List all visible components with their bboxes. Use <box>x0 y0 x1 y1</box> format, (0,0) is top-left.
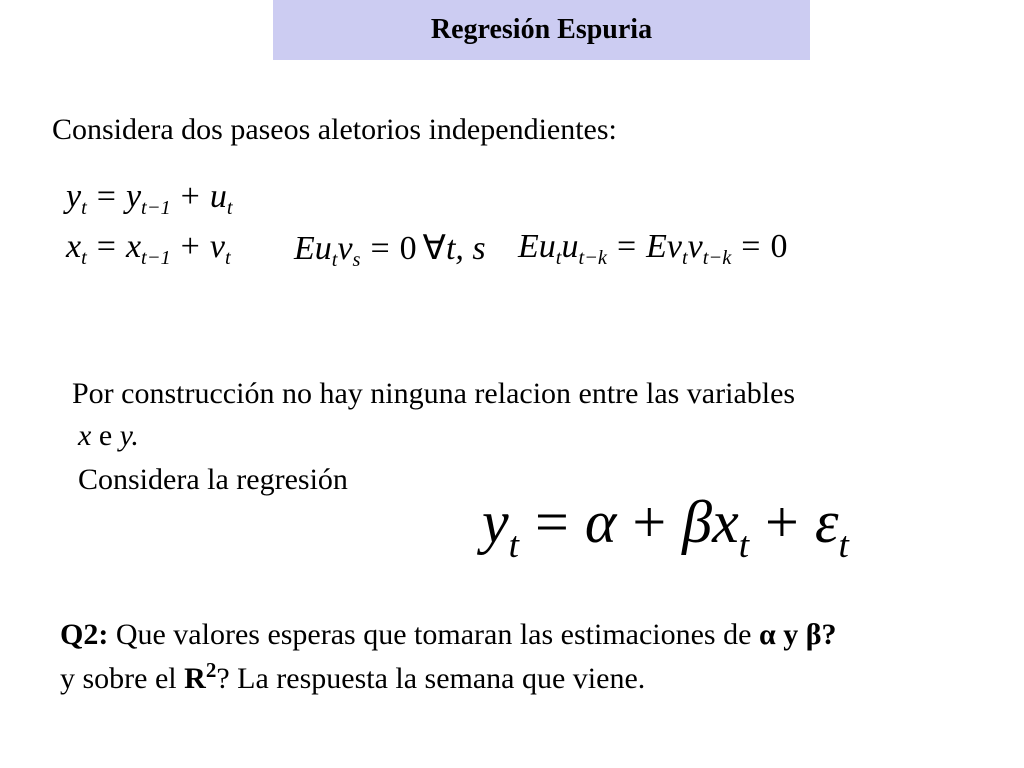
reg-plus-2: + <box>765 489 799 555</box>
construction-text-line2 <box>78 419 139 454</box>
eq-x-equals: = <box>96 228 116 265</box>
cond2-v1: v <box>666 228 682 265</box>
eq-x-rhs2-sub: t <box>224 247 231 270</box>
eq-x-rhs1: x <box>125 228 142 265</box>
reg-x-sub: t <box>738 524 750 566</box>
q2-alpha-symbol: α <box>758 618 776 651</box>
equation-y-random-walk <box>66 178 233 220</box>
reg-plus-1: + <box>632 489 667 555</box>
cond2-zero: 0 <box>770 228 788 265</box>
construction-text-line1: Por construcción no hay ninguna relacion entre las variables <box>72 377 796 410</box>
eq-y-equals: = <box>96 178 116 215</box>
equation-x-random-walk <box>66 228 231 270</box>
cond1-v: v <box>337 230 353 267</box>
cond2-u2: u <box>561 228 579 265</box>
reg-equals: = <box>534 489 569 555</box>
reg-beta: β <box>682 489 713 555</box>
intro-text: Considera dos paseos aletorios independientes: <box>52 113 617 146</box>
cond1-zero: 0 <box>399 230 417 267</box>
eq-x-lhs-sub: t <box>81 247 87 270</box>
cond1-equals: = <box>370 230 390 267</box>
q2-line2-post: ? La respuesta la semana que viene. <box>216 662 646 695</box>
eq-x-rhs2: v <box>209 228 225 265</box>
eq-y-rhs2-sub: t <box>226 197 233 220</box>
cond2-u1-sub: t <box>555 247 562 270</box>
cond1-u-sub: t <box>331 249 338 272</box>
construction-var-x: x <box>78 419 92 452</box>
cond1-E: E <box>294 230 315 267</box>
cond1-vars: t, s <box>445 230 486 267</box>
eq-y-lhs-sub: t <box>81 197 87 220</box>
reg-epsilon: ε <box>814 489 839 555</box>
construction-conj: e <box>91 419 120 452</box>
q2-r-exponent: 2 <box>205 658 217 682</box>
eq-y-lhs: y <box>66 178 82 215</box>
eq-x-rhs1-sub: t−1 <box>141 247 171 270</box>
q2-r-squared <box>184 658 217 695</box>
q2-line2-pre: y sobre el <box>60 662 185 695</box>
regression-equation <box>482 488 849 566</box>
slide-title-banner <box>273 0 810 60</box>
regression-label: Considera la regresión <box>78 463 348 496</box>
cond2-equals-1: = <box>616 228 637 265</box>
q2-text: Que valores esperas que tomaran las estimaciones de <box>108 618 759 651</box>
reg-y-sub: t <box>508 524 519 566</box>
eq-y-plus: + <box>180 178 200 215</box>
eq-y-rhs1: y <box>125 178 142 215</box>
cond2-u2-sub: t−k <box>578 247 607 270</box>
condition-independence <box>294 228 486 272</box>
question-q2-line1 <box>60 618 837 653</box>
cond2-v2: v <box>687 228 703 265</box>
cond2-E2: E <box>646 228 667 265</box>
eq-x-plus: + <box>180 228 200 265</box>
q2-beta-symbol: β? <box>805 618 837 651</box>
slide-title: Regresión Espuria <box>430 14 653 45</box>
cond2-v1-sub: t <box>682 247 688 270</box>
cond2-u1: u <box>538 228 556 265</box>
cond2-E1: E <box>518 228 539 265</box>
cond1-v-sub: s <box>352 249 361 272</box>
construction-var-y: y. <box>119 419 139 452</box>
q2-conj: y <box>775 618 806 651</box>
q2-r: R <box>184 662 206 695</box>
cond2-v2-sub: t−k <box>702 247 732 270</box>
eq-x-lhs: x <box>66 228 82 265</box>
condition-no-autocorrelation <box>518 228 788 270</box>
eq-y-rhs1-sub: t−1 <box>141 197 171 220</box>
question-q2-line2 <box>60 658 646 697</box>
reg-x: x <box>712 489 739 555</box>
reg-alpha: α <box>584 489 617 555</box>
eq-y-rhs2: u <box>209 178 227 215</box>
forall-symbol: ∀ <box>422 230 446 267</box>
cond2-equals-2: = <box>741 228 761 265</box>
reg-epsilon-sub: t <box>838 524 849 566</box>
cond1-u: u <box>314 230 332 267</box>
reg-y: y <box>482 489 509 555</box>
q2-label: Q2: <box>60 618 109 651</box>
